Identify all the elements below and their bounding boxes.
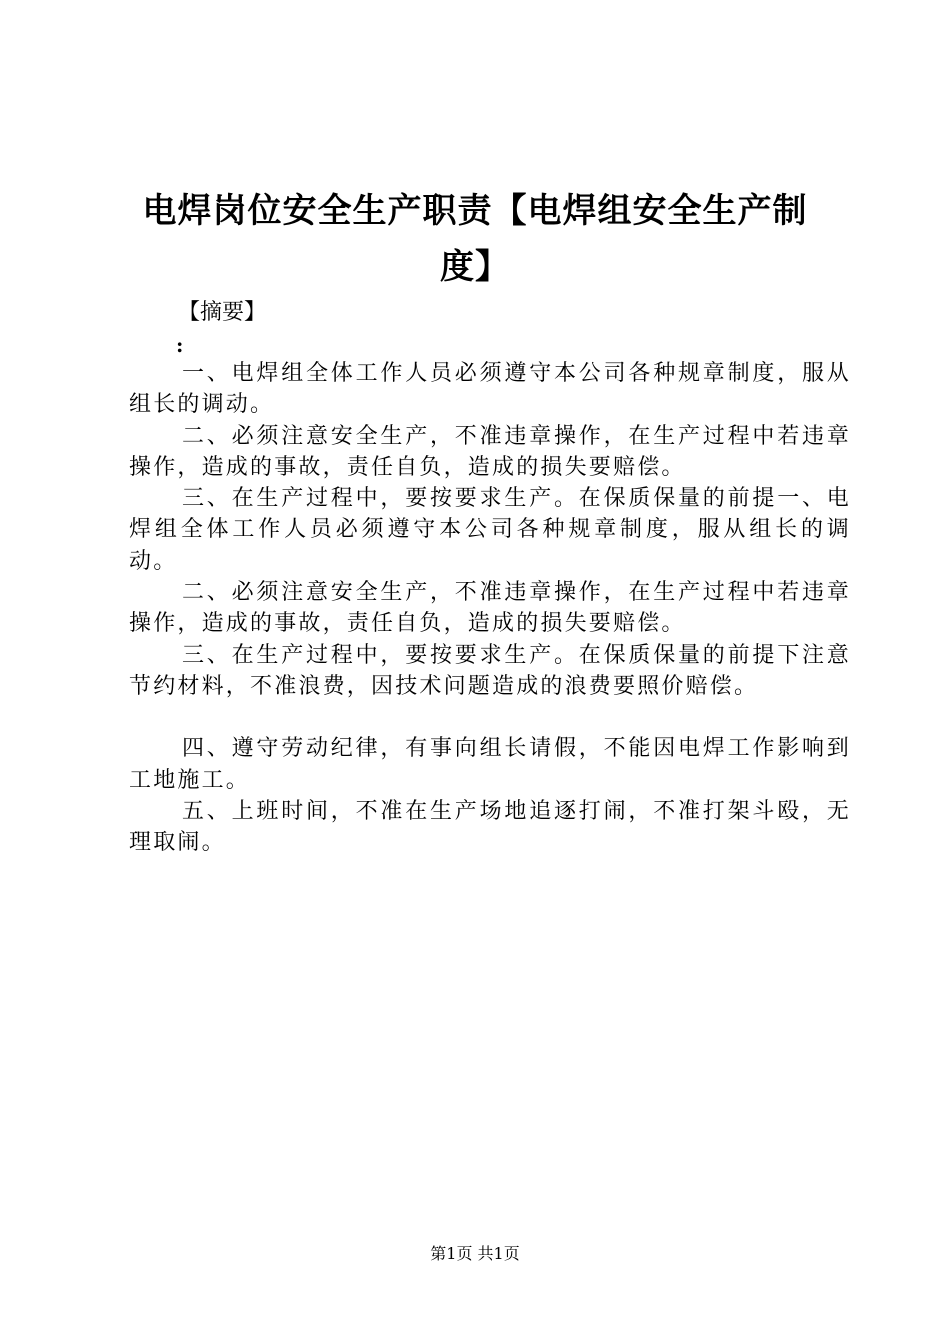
paragraph: 三、在生产过程中，要按要求生产。在保质保量的前提一、电焊组全体工作人员必须遵守本公司各种规章制度，服从组长的调动。	[129, 486, 851, 574]
abstract-label: 【摘要】	[178, 300, 267, 325]
paragraph: 四、遵守劳动纪律，有事向组长请假，不能因电焊工作影响到工地施工。	[129, 736, 851, 793]
page-footer: 第1页 共1页	[430, 1244, 520, 1263]
paragraph: 五、上班时间，不准在生产场地追逐打闹，不准打架斗殴，无理取闹。	[129, 798, 851, 856]
paragraph: 二、必须注意安全生产，不准违章操作，在生产过程中若违章操作，造成的事故，责任自负，造成的损失要赔偿。	[129, 423, 851, 480]
paragraph: 一、电焊组全体工作人员必须遵守本公司各种规章制度，服从组长的调动。	[129, 361, 851, 418]
document-body	[129, 358, 851, 858]
paragraph: 三、在生产过程中，要按要求生产。在保质保量的前提下注意节约材料，不准浪费，因技术问题造成的浪费要照价赔偿。	[129, 642, 851, 699]
abstract-colon: :	[176, 333, 184, 357]
paragraph: 二、必须注意安全生产，不准违章操作，在生产过程中若违章操作，造成的事故，责任自负，造成的损失要赔偿。	[129, 580, 851, 637]
document-title: 电焊岗位安全生产职责【电焊组安全生产制度】	[142, 191, 808, 287]
